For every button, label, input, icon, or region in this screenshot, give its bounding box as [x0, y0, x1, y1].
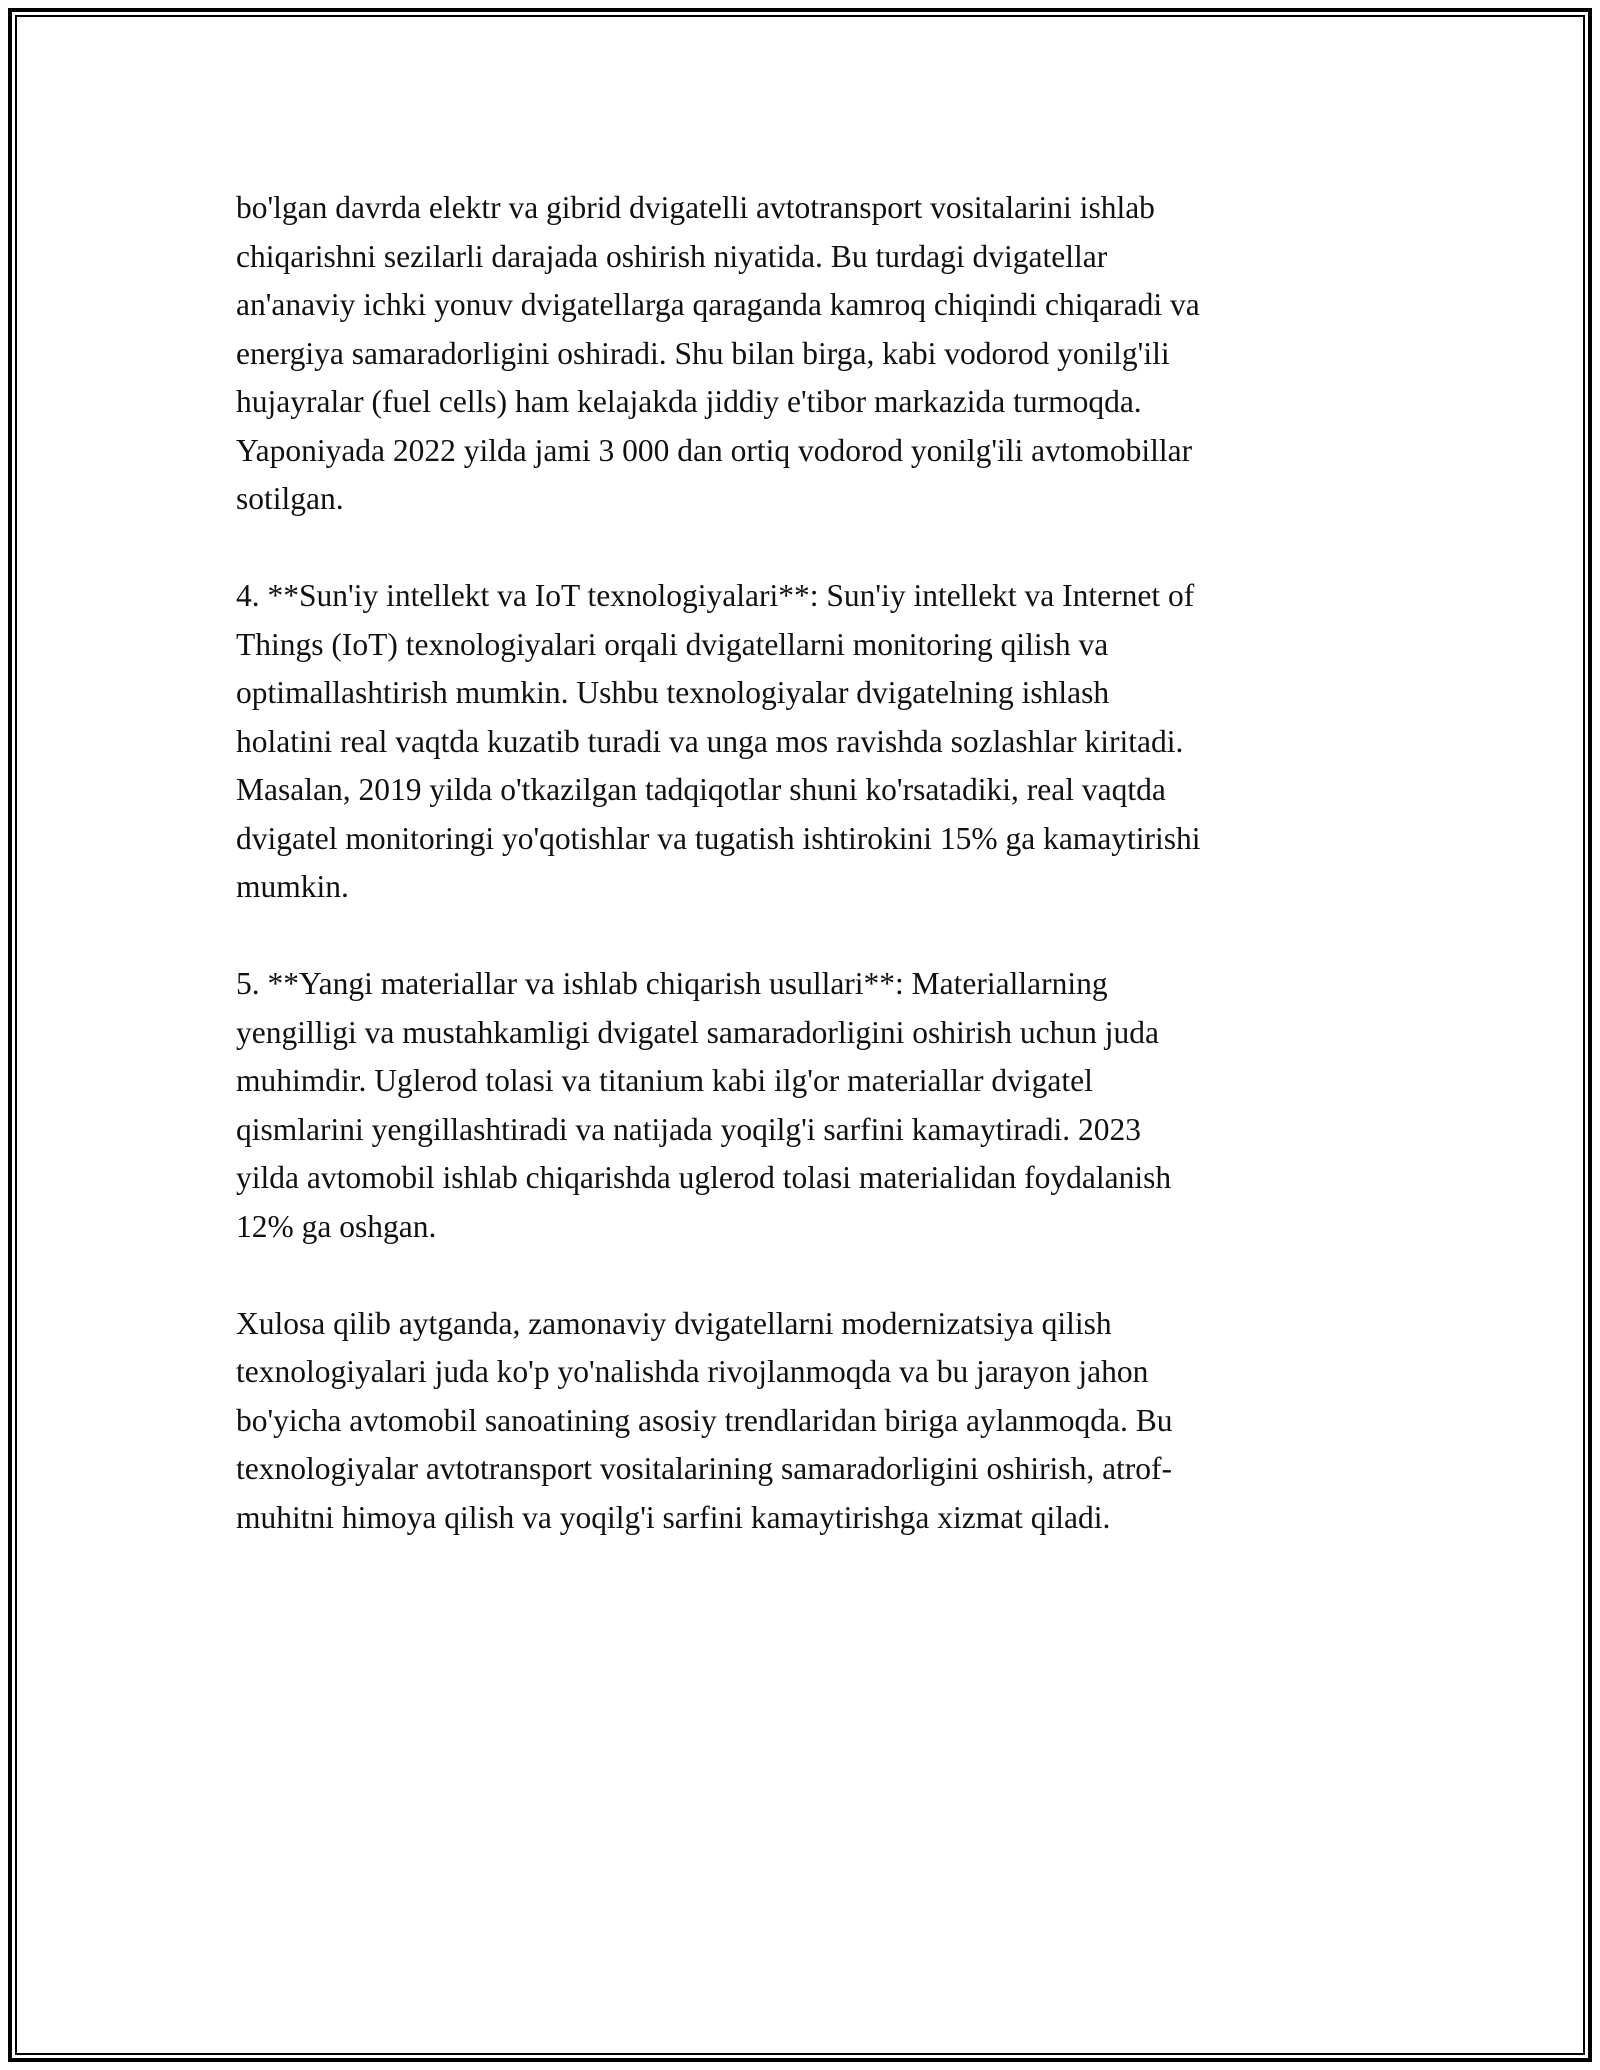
- document-body: [236, 184, 1366, 1542]
- paragraph-electric-hybrid: bo'lgan davrda elektr va gibrid dvigatelli avtotransport vositalarini ishlab chiqarishni sezilarli darajada oshirish niyatida. Bu turdagi dvigatellar an'anaviy ichki yonuv dvigatellarga qaraganda kamroq chiqindi chiqaradi va energiya samaradorligini oshiradi. Shu bilan birga, kabi vodorod yonilg'ili hujayralar (fuel cells) ham kelajakda jiddiy e'tibor markazida turmoqda. Yaponiyada 2022 yilda jami 3 000 dan ortiq vodorod yonilg'ili avtomobillar sotilgan.: [236, 190, 1200, 516]
- paragraph-ai-iot: 4. **Sun'iy intellekt va IoT texnologiyalari**: Sun'iy intellekt va Internet of Things (IoT) texnologiyalari orqali dvigatellarni monitoring qilish va optimallashtirish mumkin. Ushbu texnologiyalar dvigatelning ishlash holatini real vaqtda kuzatib turadi va unga mos ravishda sozlashlar kiritadi. Masalan, 2019 yilda o'tkazilgan tadqiqotlar shuni ko'rsatadiki, real vaqtda dvigatel monitoringi yo'qotishlar va tugatish ishtirokini 15% ga kamaytirishi mumkin.: [236, 578, 1201, 904]
- paragraph-new-materials: 5. **Yangi materiallar va ishlab chiqarish usullari**: Materiallarning yengilligi va mustahkamligi dvigatel samaradorligini oshirish uchun juda muhimdir. Uglerod tolasi va titanium kabi ilg'or materiallar dvigatel qismlarini yengillashtiradi va natijada yoqilg'i sarfini kamaytiradi. 2023 yilda avtomobil ishlab chiqarishda uglerod tolasi materialidan foydalanish 12% ga oshgan.: [236, 966, 1172, 1244]
- paragraph-conclusion: Xulosa qilib aytganda, zamonaviy dvigatellarni modernizatsiya qilish texnologiyalari juda ko'p yo'nalishda rivojlanmoqda va bu jarayon jahon bo'yicha avtomobil sanoatining asosiy trendlaridan biriga aylanmoqda. Bu texnologiyalar avtotransport vositalarining samaradorligini oshirish, atrof- muhitni himoya qilish va yoqilg'i sarfini kamaytirishga xizmat qiladi.: [236, 1305, 1173, 1535]
